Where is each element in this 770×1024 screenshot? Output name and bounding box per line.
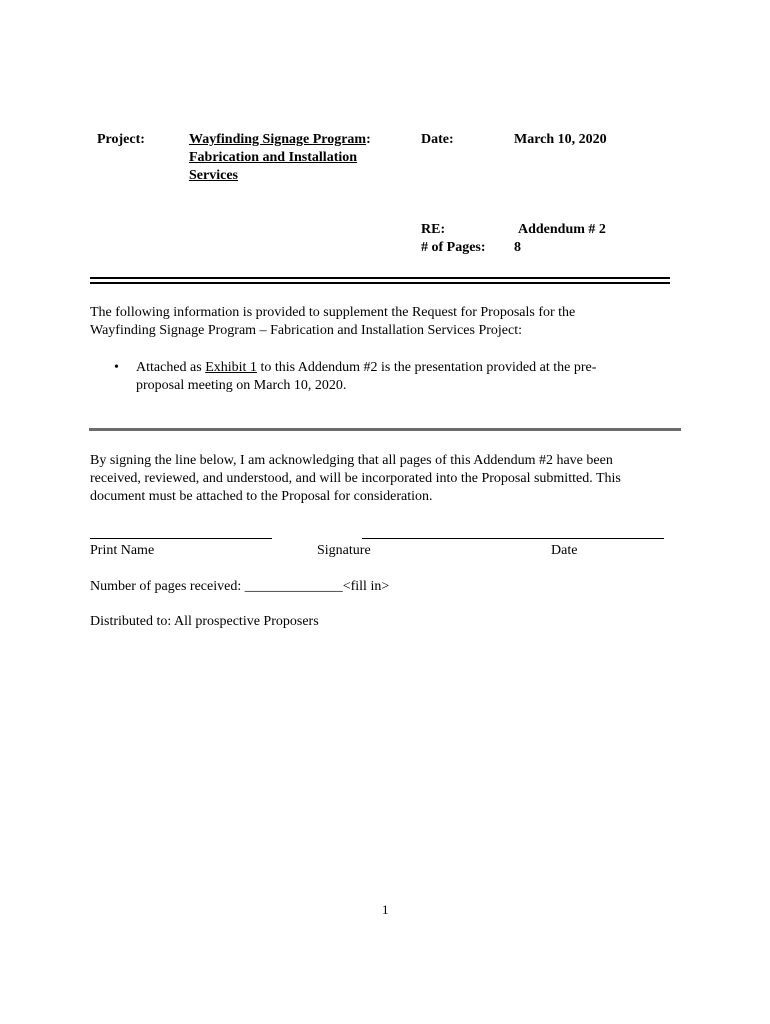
- exhibit-link[interactable]: Exhibit 1: [205, 360, 257, 375]
- bullet-prefix: Attached as: [136, 360, 206, 375]
- intro-line2: Wayfinding Signage Program – Fabrication and Installation Services Project:: [90, 323, 522, 338]
- signature-label: Signature: [317, 543, 371, 558]
- re-value: Addendum # 2: [518, 222, 606, 237]
- project-title-line2: Fabrication and Installation: [189, 150, 358, 165]
- acknowledgement-paragraph: [90, 452, 680, 506]
- project-title-colon: :: [366, 132, 371, 147]
- distribution-text: Distributed to: All prospective Proposers: [90, 614, 319, 629]
- section-divider: [89, 428, 681, 431]
- signature-date-line[interactable]: [362, 538, 664, 539]
- ack-line2: received, reviewed, and understood, and will be incorporated into the Proposal submitted. This: [90, 471, 621, 486]
- project-title: [189, 131, 371, 185]
- intro-paragraph: [90, 304, 680, 340]
- bullet-line2: proposal meeting on March 10, 2020.: [136, 378, 347, 393]
- ack-line3: document must be attached to the Proposal for consideration.: [90, 489, 433, 504]
- pages-received: [90, 578, 389, 596]
- page-number: 1: [382, 902, 389, 917]
- intro-line1: The following information is provided to supplement the Request for Proposals for the: [90, 305, 576, 320]
- bullet-marker: •: [114, 360, 119, 375]
- bullet-suffix: to this Addendum #2 is the presentation provided at the pre-: [256, 360, 597, 375]
- pages-received-label: Number of pages received:: [90, 579, 245, 594]
- list-item: [136, 359, 596, 395]
- project-label: Project:: [97, 132, 145, 147]
- project-title-line3: Services: [189, 168, 238, 183]
- pages-value: 8: [514, 240, 521, 255]
- date-value: March 10, 2020: [514, 132, 607, 147]
- pages-label: # of Pages:: [421, 240, 486, 255]
- ack-line1: By signing the line below, I am acknowledging that all pages of this Addendum #2 have been: [90, 453, 613, 468]
- project-title-line1: Wayfinding Signage Program: [189, 132, 367, 147]
- date-field-label: Date: [551, 543, 578, 558]
- pages-received-hint: <fill in>: [342, 579, 390, 594]
- re-label: RE:: [421, 222, 446, 237]
- pages-received-blank[interactable]: ______________: [244, 579, 343, 594]
- header-divider-bottom: [90, 282, 670, 284]
- print-name-label: Print Name: [90, 543, 155, 558]
- print-name-line[interactable]: [90, 538, 272, 539]
- header-divider-top: [90, 277, 670, 279]
- date-label: Date:: [421, 132, 454, 147]
